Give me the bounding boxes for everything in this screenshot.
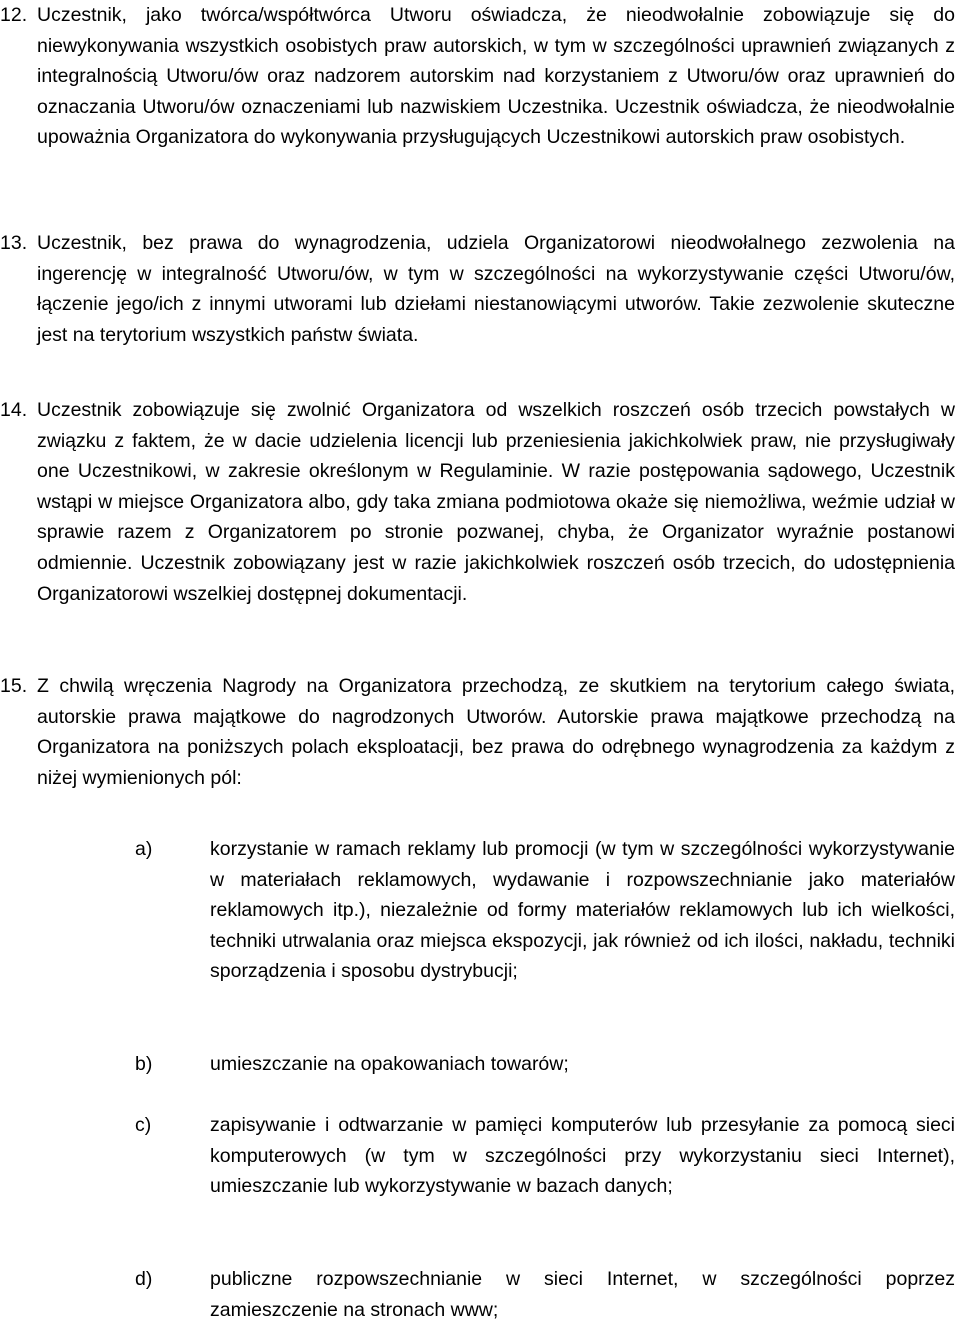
list-item-text: zapisywanie i odtwarzanie w pamięci komputerów lub przesyłanie za pomocą sieci komputerowych (w tym w szczególności przy wykorzystaniu sieci Internet), umieszczanie lub wykorzystywanie w bazach danych; bbox=[210, 1114, 955, 1198]
list-item-a bbox=[0, 834, 955, 987]
paragraph-number: 14. bbox=[0, 399, 28, 421]
paragraph-13 bbox=[0, 228, 955, 350]
paragraph-15 bbox=[0, 671, 955, 793]
list-item-d bbox=[0, 1264, 955, 1325]
list-item-letter: d) bbox=[135, 1268, 153, 1290]
paragraph-text: Z chwilą wręczenia Nagrody na Organizatora przechodzą, ze skutkiem na terytorium całego świata, autorskie prawa majątkowe do nagrodzonych Utworów. Autorskie prawa majątkowe przechodzą na Organizatora na poniższych polach eksploatacji, bez prawa do odrębnego wynagrodzenia za każdym z niżej wymienionych pól: bbox=[37, 675, 955, 789]
list-item-letter: c) bbox=[135, 1114, 152, 1136]
paragraph-14 bbox=[0, 395, 955, 609]
paragraph-text: Uczestnik, jako twórca/współtwórca Utworu oświadcza, że nieodwołalnie zobowiązuje się do niewykonywania wszystkich osobistych praw autorskich, w tym w szczególności uprawnień związanych z integralnością Utworu/ów oraz nadzorem autorskim nad korzystaniem z Utworu/ów oraz uprawnień do oznaczania Utworu/ów oznaczeniami lub nazwiskiem Uczestnika. Uczestnik oświadcza, że nieodwołalnie upoważnia Organizatora do wykonywania przysługujących Uczestnikowi autorskich praw osobistych. bbox=[37, 4, 955, 149]
paragraph-number: 13. bbox=[0, 232, 28, 254]
paragraph-text: Uczestnik zobowiązuje się zwolnić Organizatora od wszelkich roszczeń osób trzecich powstałych w związku z faktem, że w dacie udzielenia licencji lub przeniesienia jakichkolwiek praw, nie przysługiwały one Uczestnikowi, w zakresie określonym w Regulaminie. W razie postępowania sądowego, Uczestnik wstąpi w miejsce Organizatora albo, gdy taka zmiana podmiotowa okaże się niemożliwa, weźmie udział w sprawie razem z Organizatorem po stronie pozwanej, chyba, że Organizator wyraźnie postanowi odmiennie. Uczestnik zobowiązany jest w razie jakichkolwiek roszczeń osób trzecich, do udostępnienia Organizatorowi wszelkiej dostępnej dokumentacji. bbox=[37, 399, 955, 605]
list-item-text: korzystanie w ramach reklamy lub promocji (w tym w szczególności wykorzystywanie w materiałach reklamowych, wydawanie i rozpowszechnianie jako materiałów reklamowych itp.), niezależnie od formy materiałów reklamowych lub ich wielkości, techniki utrwalania oraz miejsca ekspozycji, jak również od ich ilości, nakładu, techniki sporządzenia i sposobu dystrybucji; bbox=[210, 838, 955, 983]
list-item-text: umieszczanie na opakowaniach towarów; bbox=[210, 1053, 569, 1075]
paragraph-12 bbox=[0, 0, 955, 153]
list-item-c bbox=[0, 1110, 955, 1202]
list-item-letter: a) bbox=[135, 838, 153, 860]
list-item-text: publiczne rozpowszechnianie w sieci Internet, w szczególności poprzez zamieszczenie na stronach www; bbox=[210, 1268, 955, 1321]
list-item-b bbox=[0, 1049, 955, 1080]
paragraph-text: Uczestnik, bez prawa do wynagrodzenia, udziela Organizatorowi nieodwołalnego zezwolenia na ingerencję w integralność Utworu/ów, w tym w szczególności na wykorzystywanie części Utworu/ów, łączenie jego/ich z innymi utworami lub dziełami niestanowiącymi utworów. Takie zezwolenie skuteczne jest na terytorium wszystkich państw świata. bbox=[37, 232, 955, 346]
paragraph-number: 12. bbox=[0, 4, 28, 26]
list-item-letter: b) bbox=[135, 1053, 153, 1075]
paragraph-number: 15. bbox=[0, 675, 28, 697]
